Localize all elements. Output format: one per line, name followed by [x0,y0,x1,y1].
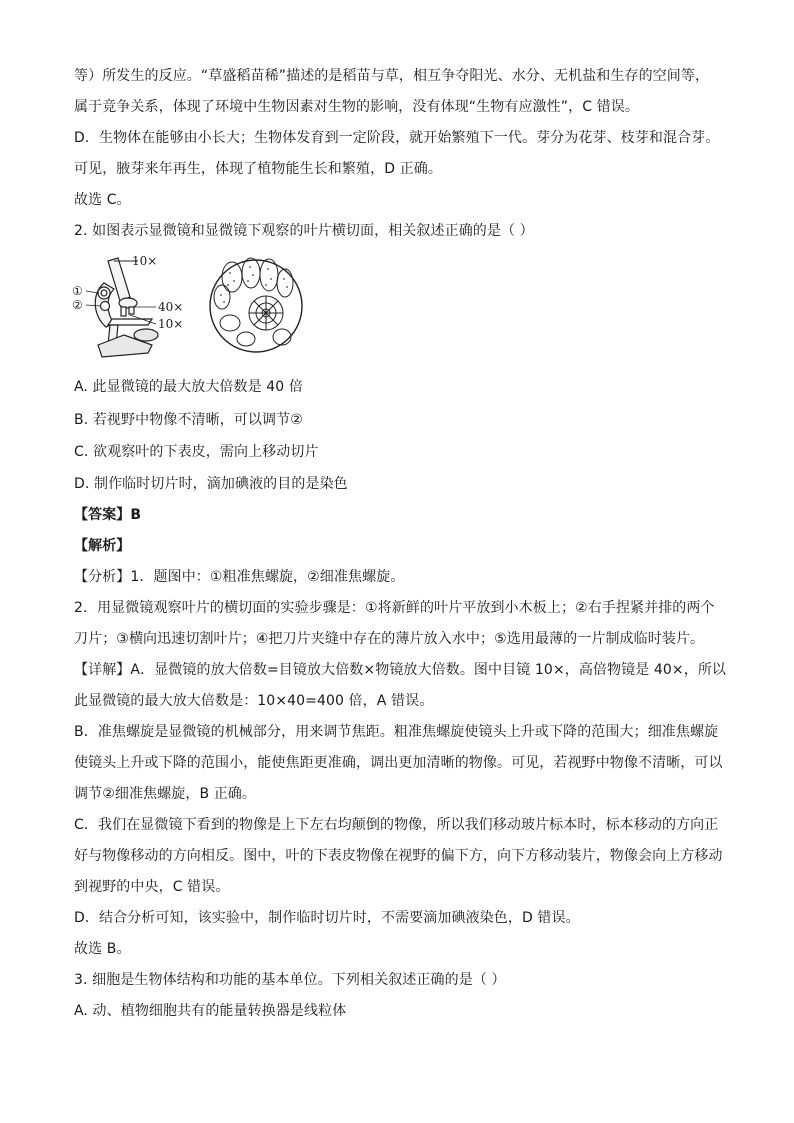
analysis-line: 故选 B。 [74,941,131,957]
text-line: 属于竞争关系，体现了环境中生物因素对生物的影响，没有体现“生物有应激性”，C 错误。 [74,99,639,115]
low-objective-label: 10× [158,317,184,331]
analysis-line: 此显微镜的最大放大倍数是：10×40=400 倍，A 错误。 [74,693,434,709]
microscope-illustration [86,258,158,357]
option-b: B. 若视野中物像不清晰，可以调节② [74,412,303,428]
option-a: A. 此显微镜的最大放大倍数是 40 倍 [74,379,303,395]
eyepiece-label: 10× [132,254,158,268]
analysis-line: 【分析】1．题图中：①粗准焦螺旋，②细准焦螺旋。 [74,569,405,585]
answer-tag: 【答案】B [74,507,142,523]
figure-illustration [70,253,310,365]
analysis-line: D．结合分析可知，该实验中，制作临时切片时，不需要滴加碘液染色，D 错误。 [74,910,580,926]
option-d: D. 制作临时切片时，滴加碘液的目的是染色 [74,476,348,492]
analysis-line: C．我们在显微镜下看到的物像是上下左右均颠倒的物像，所以我们移动玻片标本时，标本移动的方向正 [74,817,719,833]
fine-focus-label: ② [72,298,83,312]
analysis-line: 调节②细准焦螺旋，B 正确。 [74,786,257,802]
leaf-section-view [210,258,302,352]
analysis-line: 【详解】A．显微镜的放大倍数=目镜放大倍数×物镜放大倍数。图中目镜 10×，高倍物镜是 40×，所以 [74,662,727,678]
text-line: 等）所发生的反应。“草盛稻苗稀”描述的是稻苗与草，相互争夺阳光、水分、无机盐和生存的空间等， [74,68,710,84]
analysis-line: 好与物像移动的方向相反。图中，叶的下表皮物像在视野的偏下方，向下方移动装片，物像会向上方移动 [74,848,723,864]
text-line: D．生物体在能够由小长大；生物体发育到一定阶段，就开始繁殖下一代。芽分为花芽、枝芽和混合芽。 [74,130,720,146]
question-3-stem: 3. 细胞是生物体结构和功能的基本单位。下列相关叙述正确的是（ ） [74,972,506,988]
coarse-focus-label: ① [72,284,83,298]
question-3-option-a: A. 动、植物细胞共有的能量转换器是线粒体 [74,1003,347,1019]
analysis-line: B．准焦螺旋是显微镜的机械部分，用来调节焦距。粗准焦螺旋使镜头上升或下降的范围大；细准焦螺旋 [74,724,719,740]
question-2-stem: 2. 如图表示显微镜和显微镜下观察的叶片横切面，相关叙述正确的是（ ） [74,223,534,239]
high-objective-label: 40× [158,300,184,314]
analysis-line: 使镜头上升或下降的范围小，能使焦距更准确，调出更加清晰的物像。可见，若视野中物像不清晰，可以 [74,755,723,771]
text-line: 故选 C。 [74,192,131,208]
microscope-and-leaf-section-figure [70,253,310,365]
analysis-tag: 【解析】 [74,538,131,554]
text-line: 可见，腋芽来年再生，体现了植物能生长和繁殖，D 正确。 [74,161,442,177]
analysis-line: 刀片；③横向迅速切割叶片；④把刀片夹缝中存在的薄片放入水中；⑤选用最薄的一片制成临时装片。 [74,631,705,647]
analysis-line: 2．用显微镜观察叶片的横切面的实验步骤是：①将新鲜的叶片平放到小木板上；②右手捏紧并排的两个 [74,600,715,616]
option-c: C. 欲观察叶的下表皮，需向上移动切片 [74,444,319,460]
analysis-line: 到视野的中央，C 错误。 [74,879,230,895]
